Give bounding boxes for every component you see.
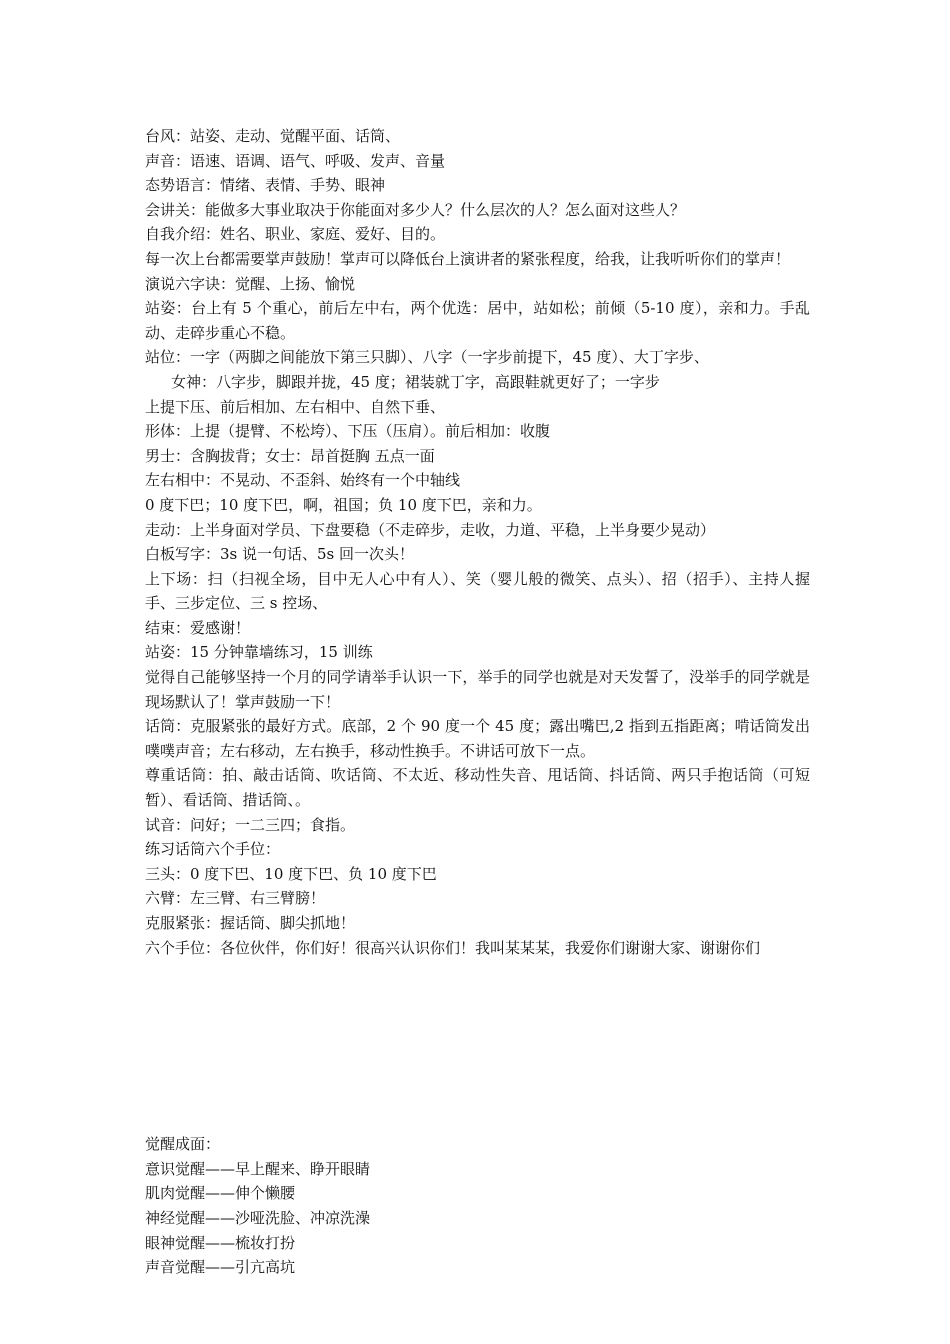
text-line: 自我介绍：姓名、职业、家庭、爱好、目的。	[145, 225, 446, 244]
text-line: 结束：爱感谢！	[145, 618, 251, 637]
text-line: 上提下压、前后相加、左右相中、自然下垂、	[145, 397, 446, 416]
section-spacer	[145, 960, 810, 1132]
text-line: 六个手位：各位伙伴，你们好！很高兴认识你们！我叫某某某，我爱你们谢谢大家、谢谢你们	[145, 938, 761, 957]
text-line: 眼神觉醒——梳妆打扮	[145, 1233, 296, 1252]
text-line: 站姿：台上有 5 个重心，前后左中右，两个优选：居中，站如松；前倾（5-10 度），亲和力。手乱动、走碎步重心不稳。	[145, 299, 810, 342]
text-line: 意识觉醒——早上醒来、睁开眼睛	[145, 1159, 371, 1178]
text-line: 每一次上台都需要掌声鼓励！掌声可以降低台上演讲者的紧张程度，给我，让我听听你们的掌声！	[145, 249, 791, 268]
text-line: 尊重话筒：拍、敲击话筒、吹话筒、不太近、移动性失音、甩话筒、抖话筒、两只手抱话筒（可短暂）、看话筒、措话筒、。	[145, 766, 810, 810]
text-line: 练习话筒六个手位：	[145, 840, 281, 859]
text-line: 形体：上提（提臂、不松垮）、下压（压肩）。前后相加：收腹	[145, 422, 551, 441]
text-line: 站姿：15 分钟靠墙练习，15 训练	[145, 643, 373, 662]
text-line: 克服紧张：握话筒、脚尖抓地！	[145, 914, 356, 932]
text-line: 神经觉醒——沙哑洗脸、冲凉洗澡	[145, 1208, 371, 1227]
text-line: 话筒：克服紧张的最好方式。底部，2 个 90 度一个 45 度；露出嘴巴,2 指到五指距离；啃话筒发出噗噗声音；左右移动，左右换手，移动性换手。不讲话可放下一点。	[145, 717, 810, 760]
text-line: 六臂：左三臂、右三臂膀！	[145, 889, 326, 908]
text-line: 会讲关：能做多大事业取决于你能面对多少人？什么层次的人？怎么面对这些人？	[145, 200, 686, 219]
text-line: 站位：一字（两脚之间能放下第三只脚）、八字（一字步前提下，45 度）、大丁字步、	[145, 348, 709, 367]
text-line: 态势语言：情绪、表情、手势、眼神	[145, 176, 386, 195]
text-line: 试音：问好；一二三四；食指。	[145, 815, 356, 834]
text-line: 台风：站姿、走动、觉醒平面、话筒、	[145, 127, 401, 145]
text-line: 三头：0 度下巴、10 度下巴、负 10 度下巴	[145, 864, 437, 883]
text-line: 觉得自己能够坚持一个月的同学请举手认识一下，举手的同学也就是对天发誓了，没举手的同学就是现场默认了！掌声鼓励一下！	[145, 668, 810, 711]
document-body	[145, 124, 810, 1280]
text-line: 左右相中：不晃动、不歪斜、始终有一个中轴线	[145, 471, 461, 490]
text-line: 肌肉觉醒——伸个懒腰	[145, 1184, 296, 1203]
text-line: 男士：含胸拔背；女士：昂首挺胸 五点一面	[145, 446, 435, 465]
text-line: 演说六字诀：觉醒、上扬、愉悦	[145, 274, 356, 293]
text-line: 女神：八字步，脚跟并拢，45 度；裙装就丁字，高跟鞋就更好了；一字步	[171, 372, 660, 391]
text-line: 上下场：扫（扫视全场，目中无人心中有人）、笑（婴儿般的微笑、点头）、招（招手）、主持人握手、三步定位、三 s 控场、	[145, 569, 810, 613]
text-line: 声音觉醒——引亢高坑	[145, 1258, 296, 1277]
text-line: 白板写字：3s 说一句话、5s 回一次头！	[145, 545, 415, 564]
text-line: 声音：语速、语调、语气、呼吸、发声、音量	[145, 151, 446, 170]
text-line: 走动：上半身面对学员、下盘要稳（不走碎步，走收，力道、平稳，上半身要少晃动）	[145, 520, 716, 539]
section-heading: 觉醒成面：	[145, 1135, 221, 1154]
text-line: 0 度下巴；10 度下巴，啊，祖国；负 10 度下巴，亲和力。	[145, 495, 542, 514]
